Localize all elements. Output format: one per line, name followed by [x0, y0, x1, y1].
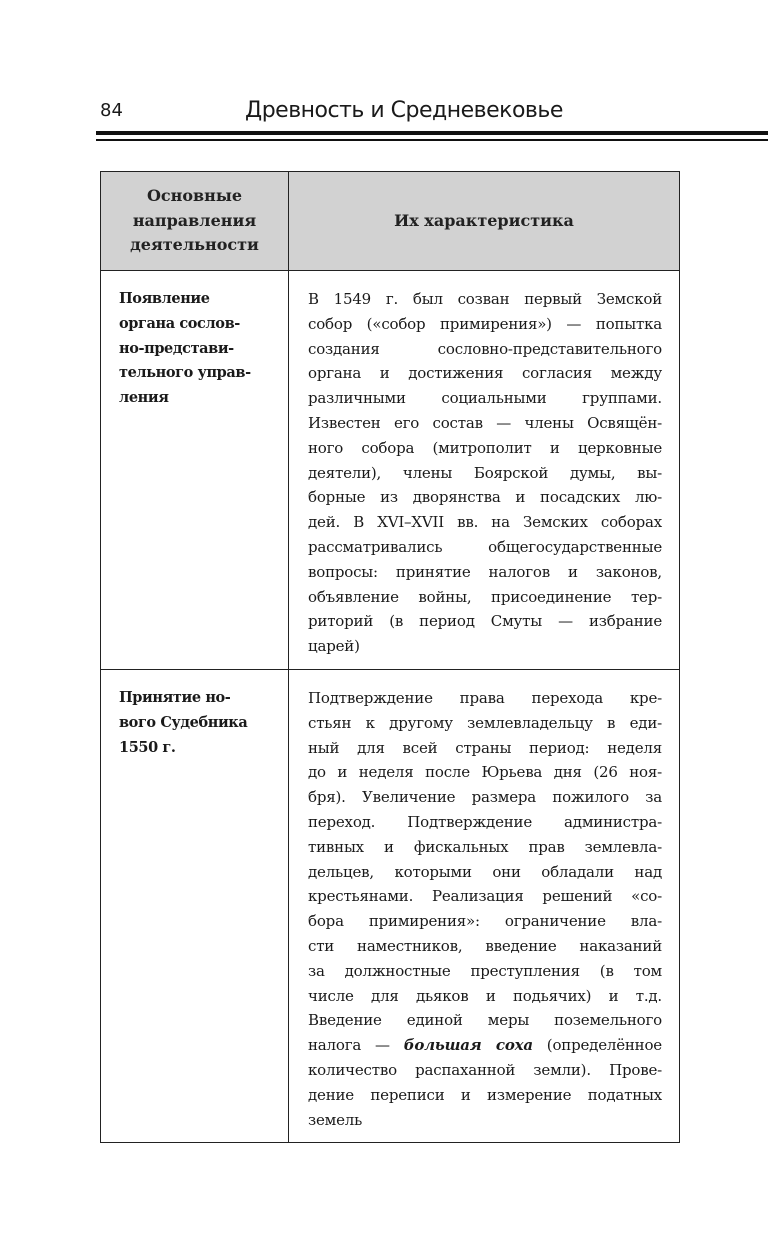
header-line: Основные	[146, 186, 243, 206]
description-line: создания сословно-представительного	[308, 339, 662, 358]
direction-cell	[101, 271, 289, 670]
description-line: крестьянами. Реализация решений «со-	[308, 887, 662, 906]
description-line: царей)	[308, 637, 360, 656]
description-line: ный для всей страны период: неделя	[308, 738, 662, 757]
description-line: за должностные преступления (в том	[308, 961, 662, 980]
description-line: деятели), члены Боярской думы, вы-	[308, 463, 662, 482]
table-header-row	[101, 172, 680, 271]
description-line: тивных и фискальных прав землевла-	[308, 837, 662, 856]
description-line: Известен его состав — члены Освящён-	[308, 413, 662, 432]
description-line: риторий (в период Смуты — избрание	[308, 612, 662, 631]
description-line: переход. Подтверждение администра-	[308, 812, 662, 831]
header-line: деятельности	[130, 235, 259, 255]
direction-line: Появление	[119, 290, 210, 307]
direction-line: органа сослов-	[119, 314, 240, 332]
description-line-mixed	[308, 1033, 662, 1058]
description-line: объявление войны, присоединение тер-	[308, 587, 662, 606]
text-fragment: (определённое	[532, 1036, 662, 1055]
description-line: В 1549 г. был созван первый Земской	[308, 290, 662, 308]
description-cell	[289, 669, 680, 1142]
column-header-characteristics: Их характеристика	[289, 172, 680, 271]
table-row	[101, 271, 680, 670]
description-line: дей. В XVI–XVII вв. на Земских соборах	[308, 513, 662, 532]
description-line: количество распаханной земли). Прове-	[308, 1060, 662, 1079]
direction-line: ления	[119, 389, 169, 407]
column-header-directions	[101, 172, 289, 271]
description-line: дение переписи и измерение податных	[308, 1085, 662, 1104]
description-line: числе для дьяков и подьячих) и т.д.	[308, 986, 662, 1005]
text-fragment: налога —	[308, 1036, 404, 1055]
description-line: бря). Увеличение размера пожилого за	[308, 788, 662, 807]
header-rule-thick	[96, 131, 768, 135]
direction-line: вого Судебника	[119, 713, 248, 731]
header-rule-thin	[96, 139, 768, 141]
description-cell	[289, 271, 680, 670]
description-line: борные из дворянства и посадских лю-	[308, 488, 662, 507]
direction-cell	[101, 669, 289, 1142]
direction-line: 1550 г.	[119, 738, 176, 756]
description-line: бора примирения»: ограничение вла-	[308, 912, 662, 931]
description-line: органа и достижения согласия между	[308, 364, 662, 383]
description-line: вопросы: принятие налогов и законов,	[308, 562, 662, 581]
description-line: различными социальными группами.	[308, 389, 662, 408]
description-line: земель	[308, 1110, 363, 1129]
description-line: рассматривались общегосударственные	[308, 537, 662, 556]
page-number: 84	[100, 100, 123, 121]
table-row	[101, 669, 680, 1142]
activity-table	[100, 171, 680, 1143]
description-line: стьян к другому землевладельцу в еди-	[308, 713, 662, 732]
description-line: до и неделя после Юрьева дня (26 ноя-	[308, 763, 662, 782]
header-line: направления	[132, 210, 257, 230]
description-line: Подтверждение права перехода кре-	[308, 688, 662, 707]
description-line: сти наместников, введение наказаний	[308, 936, 662, 955]
description-line: дельцев, которыми они обладали над	[308, 862, 662, 881]
description-line: Введение единой меры поземельного	[308, 1011, 662, 1030]
direction-line: Принятие но-	[119, 688, 231, 706]
direction-line: но-представи-	[119, 339, 234, 357]
description-line: ного собора (митрополит и церковные	[308, 438, 662, 457]
description-line: собор («собор примирения») — попытка	[308, 314, 662, 333]
running-title: Древность и Средневековье	[245, 98, 563, 123]
emphasized-term: большая соха	[403, 1036, 533, 1055]
direction-line: тельного управ-	[119, 364, 251, 382]
